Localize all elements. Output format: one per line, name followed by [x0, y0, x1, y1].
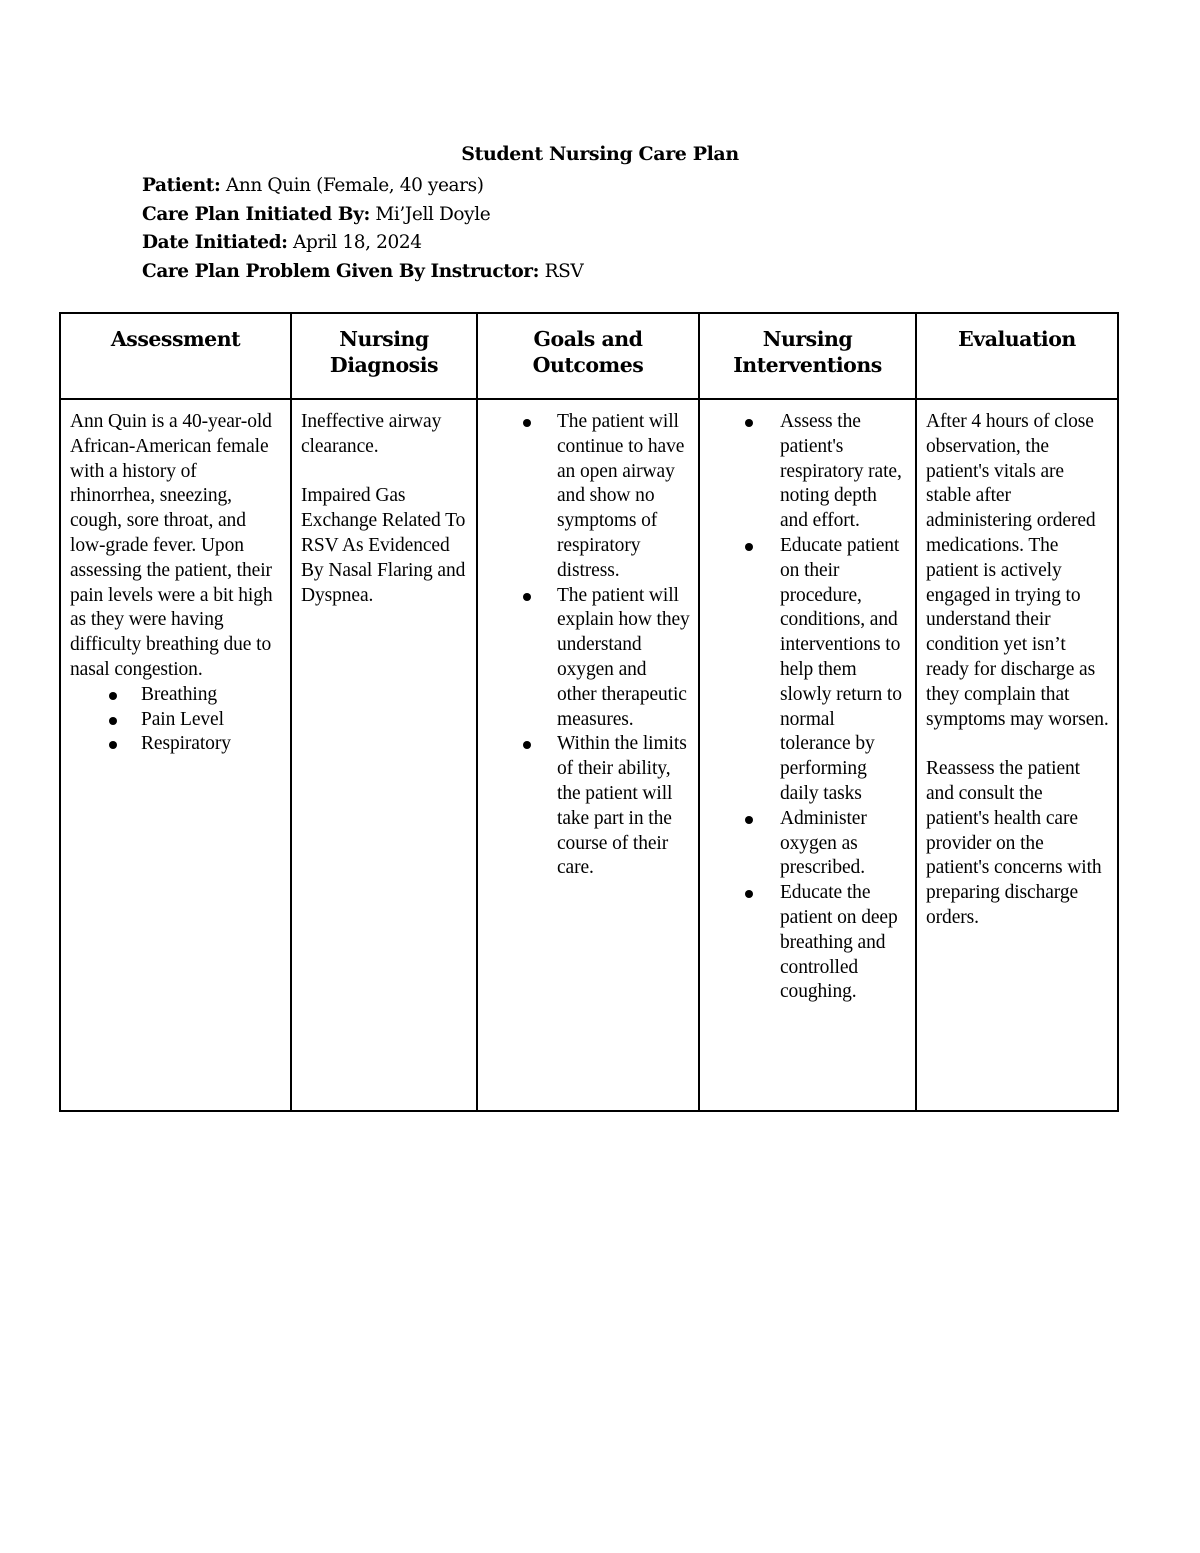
initiated-by-value: Mi’Jell Doyle [375, 203, 491, 225]
goals-list [487, 410, 690, 881]
table-header-row [60, 313, 1118, 399]
initiated-by-label: Care Plan Initiated By: [142, 203, 370, 225]
interventions-cell [699, 399, 916, 1111]
evaluation-text-1: After 4 hours of close observation, the patient's vitals are stable after administering ordered medications. The patient is actively engaged in trying to understand their condition yet isn’t ready for discharge as they complain that symptoms may worsen. [926, 411, 1109, 730]
list-item: Educate the patient on deep breathing and controlled coughing. [709, 881, 907, 1005]
header-nursing-interventions: Nursing Interventions [699, 313, 916, 399]
diagnosis-cell [291, 399, 477, 1111]
evaluation-cell [916, 399, 1118, 1111]
list-item: The patient will continue to have an open airway and show no symptoms of respiratory distress. [487, 410, 690, 584]
list-item: Breathing [70, 683, 282, 708]
diagnosis-text-2: Impaired Gas Exchange Related To RSV As Evidenced By Nasal Flaring and Dyspnea. [301, 485, 466, 606]
evaluation-text-2: Reassess the patient and consult the patient's health care provider on the patient's concerns with preparing discharge orders. [926, 758, 1102, 928]
assessment-cell [60, 399, 291, 1111]
list-item: Pain Level [70, 708, 282, 733]
patient-label: Patient: [142, 175, 221, 196]
interventions-list [709, 410, 907, 1005]
document-title: Student Nursing Care Plan [461, 143, 739, 165]
date-initiated-value: April 18, 2024 [293, 232, 422, 254]
list-item: Respiratory [70, 732, 282, 757]
assessment-text: Ann Quin is a 40-year-old African-American female with a history of rhinorrhea, sneezing, cough, sore throat, and low-grade fever. Upon assessing the patient, their pain levels were a bit high as they were having difficulty breathing due to nasal congestion. [70, 411, 273, 680]
list-item: Educate patient on their procedure, conditions, and interventions to help them slowly return to normal tolerance by performing daily tasks [709, 534, 907, 807]
header-evaluation: Evaluation [916, 313, 1118, 399]
header-assessment: Assessment [60, 313, 291, 399]
initiated-by-row [142, 201, 583, 230]
care-plan-table [59, 312, 1119, 1112]
diagnosis-text-1: Ineffective airway clearance. [301, 411, 442, 457]
goals-cell [477, 399, 699, 1111]
problem-label: Care Plan Problem Given By Instructor: [142, 261, 540, 283]
care-plan-details [142, 172, 583, 287]
header-goals-outcomes: Goals and Outcomes [477, 313, 699, 399]
list-item: Administer oxygen as prescribed. [709, 807, 907, 881]
list-item: Within the limits of their ability, the patient will take part in the course of their care. [487, 732, 690, 881]
assessment-list [70, 683, 282, 757]
header-nursing-diagnosis: Nursing Diagnosis [291, 313, 477, 399]
date-initiated-label: Date Initiated: [142, 232, 288, 254]
problem-row [142, 258, 583, 287]
patient-value: Ann Quin (Female, 40 years) [225, 175, 484, 196]
problem-value: RSV [544, 261, 584, 283]
list-item: Assess the patient's respiratory rate, noting depth and effort. [709, 410, 907, 534]
patient-row [142, 172, 583, 201]
date-initiated-row [142, 229, 583, 258]
table-row [60, 399, 1118, 1111]
list-item: The patient will explain how they understand oxygen and other therapeutic measures. [487, 584, 690, 733]
